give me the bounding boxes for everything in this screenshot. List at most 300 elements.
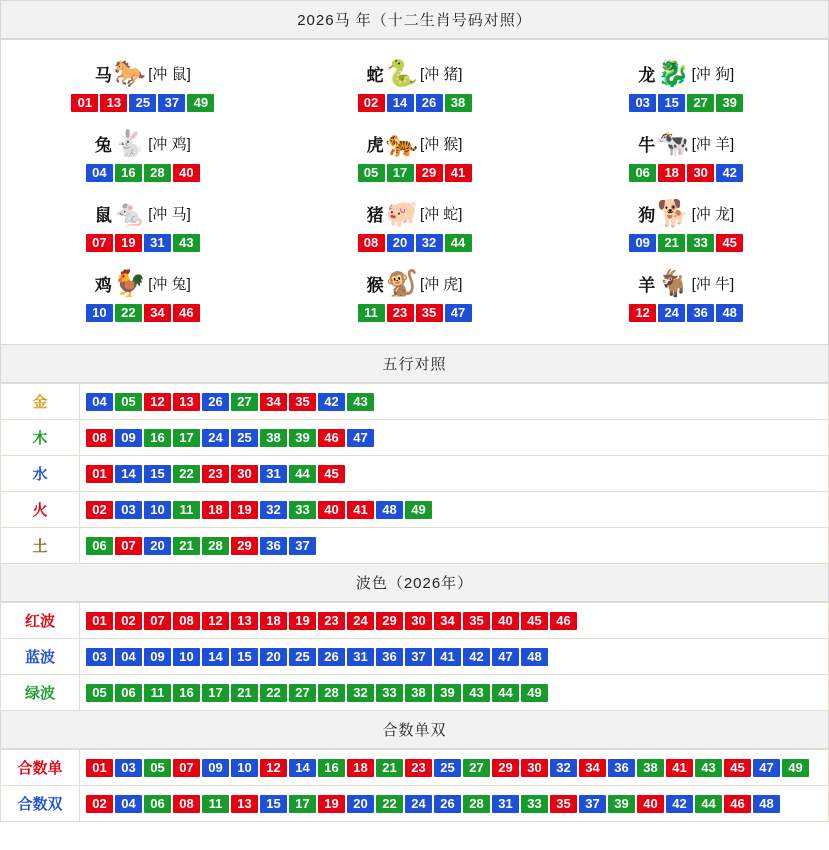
row-values xyxy=(80,492,829,528)
number-ball: 01 xyxy=(86,759,113,777)
number-ball: 17 xyxy=(173,429,200,447)
number-ball: 11 xyxy=(173,501,200,519)
zodiac-cell xyxy=(550,260,822,330)
number-ball: 15 xyxy=(260,795,287,813)
number-ball: 08 xyxy=(173,795,200,813)
bose-title: 波色（2026年） xyxy=(0,564,829,602)
row-label: 合数双 xyxy=(1,786,80,822)
number-ball: 04 xyxy=(86,164,113,182)
number-ball: 17 xyxy=(202,684,229,702)
number-ball: 40 xyxy=(492,612,519,630)
number-ball: 10 xyxy=(144,501,171,519)
number-ball: 42 xyxy=(318,393,345,411)
number-ball: 31 xyxy=(347,648,374,666)
number-ball: 06 xyxy=(115,684,142,702)
number-ball: 12 xyxy=(260,759,287,777)
heshu-table xyxy=(0,749,829,822)
zodiac-clash: [冲 狗] xyxy=(691,65,735,83)
row-values xyxy=(80,384,829,420)
number-ball: 14 xyxy=(387,94,414,112)
zodiac-heading xyxy=(95,266,191,300)
zodiac-clash: [冲 蛇] xyxy=(419,205,463,223)
number-ball: 06 xyxy=(629,164,656,182)
number-ball: 40 xyxy=(318,501,345,519)
number-ball: 14 xyxy=(202,648,229,666)
number-ball: 48 xyxy=(376,501,403,519)
zodiac-name: 羊 xyxy=(638,275,656,295)
number-ball: 32 xyxy=(550,759,577,777)
zodiac-numbers xyxy=(71,94,214,112)
number-ball: 05 xyxy=(358,164,385,182)
zodiac-name: 鼠 xyxy=(94,205,112,225)
number-ball: 39 xyxy=(716,94,743,112)
zodiac-clash: [冲 龙] xyxy=(691,205,735,223)
number-ball: 46 xyxy=(173,304,200,322)
number-ball: 47 xyxy=(753,759,780,777)
number-ball: 45 xyxy=(521,612,548,630)
number-ball: 39 xyxy=(289,429,316,447)
number-ball: 08 xyxy=(86,429,113,447)
page-title: 2026马 年（十二生肖号码对照） xyxy=(0,0,829,39)
number-ball: 45 xyxy=(318,465,345,483)
zodiac-numbers xyxy=(629,234,743,252)
number-ball: 04 xyxy=(115,648,142,666)
number-ball: 48 xyxy=(716,304,743,322)
table-row xyxy=(1,786,829,822)
zodiac-row xyxy=(7,190,822,260)
number-ball: 40 xyxy=(173,164,200,182)
zodiac-animal-icon: 🐎 xyxy=(113,58,147,88)
zodiac-name: 狗 xyxy=(638,205,656,225)
number-ball: 05 xyxy=(86,684,113,702)
number-ball: 31 xyxy=(260,465,287,483)
number-ball: 29 xyxy=(231,537,258,555)
number-ball: 22 xyxy=(173,465,200,483)
number-ball: 34 xyxy=(579,759,606,777)
row-values xyxy=(80,420,829,456)
zodiac-name: 牛 xyxy=(638,135,656,155)
number-ball: 18 xyxy=(260,612,287,630)
zodiac-animal-icon: 🐓 xyxy=(113,268,147,298)
zodiac-heading xyxy=(367,196,463,230)
number-ball: 45 xyxy=(724,759,751,777)
number-ball: 44 xyxy=(492,684,519,702)
number-ball: 10 xyxy=(231,759,258,777)
number-ball: 33 xyxy=(687,234,714,252)
number-ball: 35 xyxy=(463,612,490,630)
row-label: 绿波 xyxy=(1,675,80,711)
number-ball: 27 xyxy=(231,393,258,411)
number-ball: 22 xyxy=(260,684,287,702)
number-ball: 41 xyxy=(434,648,461,666)
number-ball: 18 xyxy=(202,501,229,519)
number-ball: 23 xyxy=(387,304,414,322)
number-ball: 02 xyxy=(86,795,113,813)
bose-table xyxy=(0,602,829,711)
row-label: 火 xyxy=(1,492,80,528)
row-label: 土 xyxy=(1,528,80,564)
number-ball: 24 xyxy=(202,429,229,447)
number-ball: 29 xyxy=(376,612,403,630)
zodiac-numbers xyxy=(86,234,200,252)
zodiac-name: 兔 xyxy=(94,135,112,155)
zodiac-cell xyxy=(279,50,551,120)
number-ball: 21 xyxy=(231,684,258,702)
number-ball: 49 xyxy=(405,501,432,519)
row-label: 蓝波 xyxy=(1,639,80,675)
zodiac-numbers xyxy=(629,94,743,112)
number-ball: 09 xyxy=(115,429,142,447)
number-ball: 13 xyxy=(231,795,258,813)
wuxing-table xyxy=(0,383,829,564)
zodiac-clash: [冲 牛] xyxy=(691,275,735,293)
number-ball: 45 xyxy=(716,234,743,252)
number-ball: 05 xyxy=(144,759,171,777)
zodiac-name: 马 xyxy=(94,65,112,85)
number-ball: 36 xyxy=(260,537,287,555)
table-row xyxy=(1,528,829,564)
zodiac-row xyxy=(7,260,822,330)
zodiac-animal-icon: 🐁 xyxy=(113,198,147,228)
zodiac-animal-icon: 🐖 xyxy=(385,198,418,228)
number-ball: 49 xyxy=(782,759,809,777)
number-ball: 37 xyxy=(289,537,316,555)
number-ball: 46 xyxy=(550,612,577,630)
row-label: 木 xyxy=(1,420,80,456)
zodiac-clash: [冲 鼠] xyxy=(148,65,191,83)
zodiac-clash: [冲 兔] xyxy=(148,275,191,293)
number-ball: 23 xyxy=(318,612,345,630)
table-row xyxy=(1,492,829,528)
number-ball: 27 xyxy=(289,684,316,702)
number-ball: 16 xyxy=(318,759,345,777)
row-values xyxy=(80,786,829,822)
number-ball: 43 xyxy=(463,684,490,702)
row-label: 合数单 xyxy=(1,750,80,786)
number-ball: 47 xyxy=(445,304,472,322)
number-ball: 27 xyxy=(687,94,714,112)
table-row xyxy=(1,639,829,675)
number-ball: 19 xyxy=(318,795,345,813)
number-ball: 35 xyxy=(289,393,316,411)
zodiac-heading xyxy=(95,196,191,230)
number-ball: 38 xyxy=(405,684,432,702)
number-ball: 22 xyxy=(115,304,142,322)
number-ball: 28 xyxy=(202,537,229,555)
number-ball: 17 xyxy=(289,795,316,813)
zodiac-heading xyxy=(638,126,734,160)
number-ball: 42 xyxy=(666,795,693,813)
number-ball: 21 xyxy=(658,234,685,252)
number-ball: 46 xyxy=(318,429,345,447)
zodiac-animal-icon: 🐍 xyxy=(385,58,418,88)
number-ball: 24 xyxy=(405,795,432,813)
number-ball: 34 xyxy=(144,304,171,322)
number-ball: 03 xyxy=(115,759,142,777)
number-ball: 47 xyxy=(492,648,519,666)
number-ball: 17 xyxy=(387,164,414,182)
number-ball: 26 xyxy=(416,94,443,112)
zodiac-numbers xyxy=(86,164,200,182)
row-label: 金 xyxy=(1,384,80,420)
number-ball: 25 xyxy=(231,429,258,447)
zodiac-cell xyxy=(279,120,551,190)
number-ball: 26 xyxy=(434,795,461,813)
number-ball: 43 xyxy=(695,759,722,777)
zodiac-row xyxy=(7,50,822,120)
zodiac-animal-icon: 🐇 xyxy=(113,128,147,158)
zodiac-clash: [冲 羊] xyxy=(691,135,735,153)
zodiac-cell xyxy=(7,50,279,120)
zodiac-name: 猪 xyxy=(366,205,384,225)
number-ball: 10 xyxy=(86,304,113,322)
number-ball: 20 xyxy=(347,795,374,813)
number-ball: 14 xyxy=(115,465,142,483)
number-ball: 41 xyxy=(666,759,693,777)
number-ball: 37 xyxy=(405,648,432,666)
row-values xyxy=(80,675,829,711)
number-ball: 39 xyxy=(434,684,461,702)
number-ball: 16 xyxy=(144,429,171,447)
number-ball: 03 xyxy=(86,648,113,666)
number-ball: 12 xyxy=(629,304,656,322)
number-ball: 43 xyxy=(173,234,200,252)
number-ball: 46 xyxy=(724,795,751,813)
zodiac-animal-icon: 🐄 xyxy=(657,128,690,158)
number-ball: 11 xyxy=(144,684,171,702)
zodiac-clash: [冲 鸡] xyxy=(148,135,191,153)
number-ball: 02 xyxy=(86,501,113,519)
number-ball: 04 xyxy=(115,795,142,813)
number-ball: 06 xyxy=(86,537,113,555)
number-ball: 19 xyxy=(231,501,258,519)
heshu-title: 合数单双 xyxy=(0,711,829,749)
zodiac-heading xyxy=(638,56,734,90)
number-ball: 42 xyxy=(463,648,490,666)
number-ball: 48 xyxy=(753,795,780,813)
number-ball: 27 xyxy=(463,759,490,777)
number-ball: 44 xyxy=(445,234,472,252)
wuxing-title: 五行对照 xyxy=(0,345,829,383)
number-ball: 32 xyxy=(347,684,374,702)
row-values xyxy=(80,639,829,675)
zodiac-numbers xyxy=(358,304,472,322)
number-ball: 07 xyxy=(173,759,200,777)
number-ball: 26 xyxy=(202,393,229,411)
number-ball: 14 xyxy=(289,759,316,777)
number-ball: 18 xyxy=(347,759,374,777)
number-ball: 09 xyxy=(144,648,171,666)
zodiac-numbers xyxy=(629,164,743,182)
number-ball: 31 xyxy=(144,234,171,252)
table-row xyxy=(1,750,829,786)
number-ball: 33 xyxy=(289,501,316,519)
number-ball: 49 xyxy=(521,684,548,702)
number-ball: 37 xyxy=(579,795,606,813)
number-ball: 03 xyxy=(115,501,142,519)
number-ball: 13 xyxy=(231,612,258,630)
number-ball: 02 xyxy=(115,612,142,630)
number-ball: 13 xyxy=(100,94,127,112)
number-ball: 30 xyxy=(521,759,548,777)
number-ball: 08 xyxy=(173,612,200,630)
number-ball: 02 xyxy=(358,94,385,112)
zodiac-cell xyxy=(7,120,279,190)
table-row xyxy=(1,603,829,639)
number-ball: 36 xyxy=(376,648,403,666)
number-ball: 15 xyxy=(231,648,258,666)
number-ball: 09 xyxy=(202,759,229,777)
number-ball: 11 xyxy=(358,304,385,322)
zodiac-cell xyxy=(550,50,822,120)
zodiac-name: 猴 xyxy=(366,275,384,295)
zodiac-clash: [冲 虎] xyxy=(419,275,463,293)
zodiac-animal-icon: 🐕 xyxy=(657,198,690,228)
number-ball: 25 xyxy=(434,759,461,777)
number-ball: 35 xyxy=(416,304,443,322)
number-ball: 37 xyxy=(158,94,185,112)
number-ball: 11 xyxy=(202,795,229,813)
number-ball: 20 xyxy=(144,537,171,555)
number-ball: 30 xyxy=(231,465,258,483)
zodiac-cell xyxy=(7,260,279,330)
number-ball: 25 xyxy=(289,648,316,666)
zodiac-cell xyxy=(550,120,822,190)
zodiac-cell xyxy=(279,190,551,260)
number-ball: 01 xyxy=(86,612,113,630)
zodiac-heading xyxy=(95,126,191,160)
number-ball: 09 xyxy=(629,234,656,252)
number-ball: 07 xyxy=(86,234,113,252)
table-row xyxy=(1,420,829,456)
row-label: 红波 xyxy=(1,603,80,639)
number-ball: 35 xyxy=(550,795,577,813)
number-ball: 15 xyxy=(144,465,171,483)
zodiac-numbers xyxy=(629,304,743,322)
zodiac-heading xyxy=(367,56,463,90)
number-ball: 01 xyxy=(86,465,113,483)
zodiac-cell xyxy=(7,190,279,260)
number-ball: 08 xyxy=(358,234,385,252)
number-ball: 20 xyxy=(260,648,287,666)
number-ball: 42 xyxy=(716,164,743,182)
zodiac-numbers xyxy=(358,164,472,182)
zodiac-name: 鸡 xyxy=(94,275,112,295)
zodiac-cell xyxy=(279,260,551,330)
zodiac-numbers xyxy=(358,234,472,252)
row-values xyxy=(80,528,829,564)
row-values xyxy=(80,750,829,786)
number-ball: 23 xyxy=(202,465,229,483)
number-ball: 39 xyxy=(608,795,635,813)
number-ball: 01 xyxy=(71,94,98,112)
number-ball: 41 xyxy=(445,164,472,182)
number-ball: 13 xyxy=(173,393,200,411)
zodiac-heading xyxy=(638,266,734,300)
zodiac-animal-icon: 🐒 xyxy=(385,268,418,298)
number-ball: 40 xyxy=(637,795,664,813)
number-ball: 07 xyxy=(115,537,142,555)
zodiac-name: 龙 xyxy=(638,65,656,85)
number-ball: 38 xyxy=(445,94,472,112)
zodiac-numbers xyxy=(358,94,472,112)
number-ball: 29 xyxy=(416,164,443,182)
zodiac-clash: [冲 猪] xyxy=(419,65,463,83)
number-ball: 03 xyxy=(629,94,656,112)
number-ball: 18 xyxy=(658,164,685,182)
number-ball: 12 xyxy=(202,612,229,630)
number-ball: 12 xyxy=(144,393,171,411)
zodiac-grid xyxy=(0,39,829,345)
number-ball: 25 xyxy=(129,94,156,112)
number-ball: 19 xyxy=(289,612,316,630)
zodiac-heading xyxy=(95,56,191,90)
number-ball: 29 xyxy=(492,759,519,777)
zodiac-animal-icon: 🐐 xyxy=(657,268,690,298)
number-ball: 38 xyxy=(637,759,664,777)
zodiac-animal-icon: 🐉 xyxy=(657,58,690,88)
number-ball: 44 xyxy=(289,465,316,483)
number-ball: 43 xyxy=(347,393,374,411)
number-ball: 04 xyxy=(86,393,113,411)
number-ball: 22 xyxy=(376,795,403,813)
number-ball: 21 xyxy=(376,759,403,777)
number-ball: 36 xyxy=(687,304,714,322)
number-ball: 41 xyxy=(347,501,374,519)
number-ball: 20 xyxy=(387,234,414,252)
row-values xyxy=(80,603,829,639)
number-ball: 38 xyxy=(260,429,287,447)
table-row xyxy=(1,384,829,420)
zodiac-name: 蛇 xyxy=(366,65,384,85)
row-label: 水 xyxy=(1,456,80,492)
zodiac-numbers xyxy=(86,304,200,322)
zodiac-heading xyxy=(638,196,734,230)
zodiac-heading xyxy=(367,126,463,160)
number-ball: 47 xyxy=(347,429,374,447)
number-ball: 15 xyxy=(658,94,685,112)
number-ball: 21 xyxy=(173,537,200,555)
zodiac-animal-icon: 🐅 xyxy=(385,128,418,158)
row-values xyxy=(80,456,829,492)
zodiac-clash: [冲 马] xyxy=(148,205,191,223)
number-ball: 28 xyxy=(318,684,345,702)
number-ball: 48 xyxy=(521,648,548,666)
number-ball: 23 xyxy=(405,759,432,777)
number-ball: 34 xyxy=(260,393,287,411)
number-ball: 30 xyxy=(687,164,714,182)
number-ball: 05 xyxy=(115,393,142,411)
number-ball: 24 xyxy=(658,304,685,322)
zodiac-clash: [冲 猴] xyxy=(419,135,463,153)
number-ball: 34 xyxy=(434,612,461,630)
number-ball: 06 xyxy=(144,795,171,813)
number-ball: 30 xyxy=(405,612,432,630)
number-ball: 31 xyxy=(492,795,519,813)
number-ball: 10 xyxy=(173,648,200,666)
number-ball: 36 xyxy=(608,759,635,777)
number-ball: 28 xyxy=(463,795,490,813)
number-ball: 26 xyxy=(318,648,345,666)
number-ball: 33 xyxy=(521,795,548,813)
number-ball: 24 xyxy=(347,612,374,630)
number-ball: 07 xyxy=(144,612,171,630)
number-ball: 16 xyxy=(173,684,200,702)
number-ball: 33 xyxy=(376,684,403,702)
zodiac-heading xyxy=(367,266,463,300)
number-ball: 32 xyxy=(260,501,287,519)
table-row xyxy=(1,456,829,492)
